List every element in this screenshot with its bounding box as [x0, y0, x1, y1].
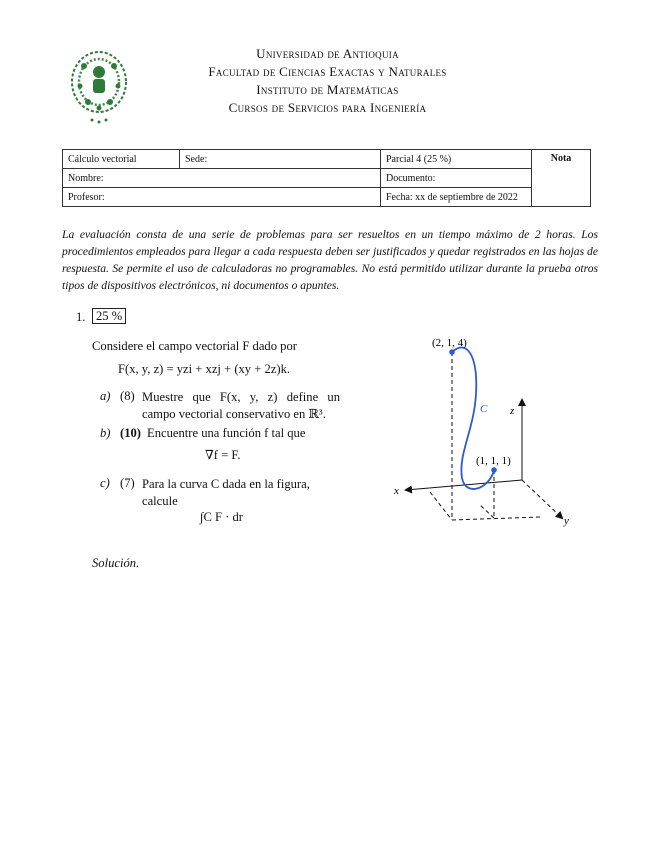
cell-course: Cálculo vectorial — [63, 150, 180, 169]
label-axis-z: z — [510, 405, 515, 417]
part-a-letter: a) — [100, 389, 111, 403]
cell-profesor: Profesor: — [63, 188, 381, 207]
cell-fecha: Fecha: xx de septiembre de 2022 — [381, 188, 532, 207]
point-bottom-marker — [491, 467, 497, 473]
cell-exam: Parcial 4 (25 %) — [381, 150, 532, 169]
part-a-text: Muestre que F(x, y, z) define un campo vectorial conservativo en ℝ³. — [142, 390, 340, 421]
label-point-top: (2, 1, 4) — [432, 337, 467, 349]
header-faculty: Facultad de Ciencias Exactas y Naturales — [208, 64, 447, 79]
part-b-equation: ∇f = F. — [205, 448, 241, 462]
part-c-text: Para la curva C dada en la figura, calcule — [142, 477, 310, 508]
label-point-bottom: (1, 1, 1) — [476, 455, 511, 467]
cell-nota: Nota — [532, 150, 591, 207]
cell-nombre: Nombre: — [63, 169, 381, 188]
curve-figure — [390, 330, 590, 530]
part-c-points: (7) — [120, 476, 135, 490]
cell-sede: Sede: — [180, 150, 381, 169]
part-b-points: (10) — [120, 426, 141, 440]
curve-c — [452, 348, 494, 490]
problem-weight-box — [92, 309, 126, 324]
part-b-letter: b) — [100, 426, 111, 440]
solution-label: Solución. — [92, 556, 140, 570]
label-axis-x: x — [394, 485, 399, 497]
part-b-text: Encuentre una función f tal que — [147, 426, 306, 440]
exam-info-table — [62, 149, 591, 207]
part-c-letter: c) — [100, 476, 110, 490]
label-curve-c: C — [480, 403, 488, 415]
part-a-label — [100, 389, 111, 404]
point-top-marker — [449, 349, 455, 355]
problem-weight: 25 % — [92, 308, 126, 324]
part-b-label — [100, 426, 111, 441]
label-axis-y: y — [564, 515, 569, 527]
header-university: Universidad de Antioquia — [256, 46, 399, 61]
construction-lines — [430, 352, 540, 520]
header-institute: Instituto de Matemáticas — [256, 82, 399, 97]
problem-number: 1. — [76, 310, 86, 324]
part-a-points: (8) — [120, 389, 135, 403]
cell-documento: Documento: — [381, 169, 532, 188]
part-c-integral: ∫C F · dr — [200, 510, 243, 524]
instructions-paragraph: La evaluación consta de una serie de problemas para ser resueltos en un tiempo máximo de 2 horas. Los procedimientos empleados para llegar a cada respuesta deben ser justificados y quedar registrados en las hojas de respuesta. Se permite el uso de calculadoras no programables. No está permitido utilizar durante la prueba otros tipos de dispositivos electrónicos, ni documentos o apuntes. — [62, 228, 598, 292]
part-c-label — [100, 476, 110, 491]
header-courses: Cursos de Servicios para Ingeniería — [228, 100, 427, 115]
y-axis — [522, 480, 562, 518]
field-equation: F(x, y, z) = yzi + xzj + (xy + 2z)k. — [118, 362, 291, 376]
problem-statement: Considere el campo vectorial F dado por — [92, 339, 297, 353]
